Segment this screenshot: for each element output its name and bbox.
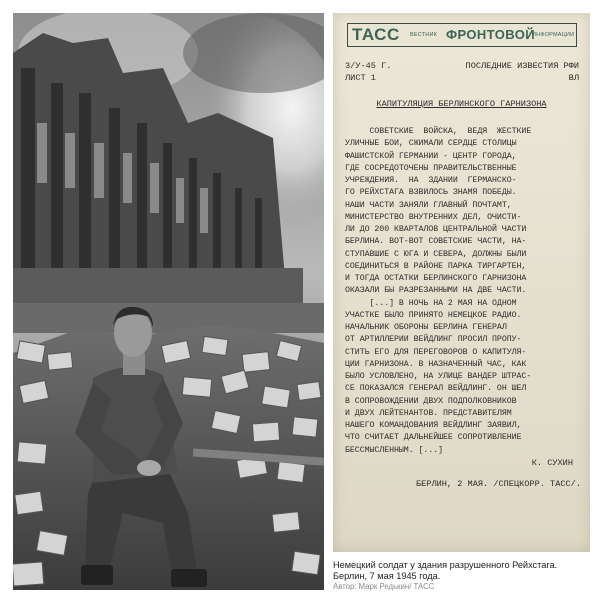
dispatch-line: СОЕДИНИТЬСЯ В РАЙОНЕ ПАРКА ТИРГАРТЕН, — [345, 261, 527, 271]
dispatch-line: ГДЕ СОСРЕДОТОЧЕНЫ ПРАВИТЕЛЬСТВЕННЫЕ — [345, 163, 517, 173]
signature: К. СУХИН — [531, 458, 573, 468]
reichstag-photo-illustration — [13, 13, 324, 590]
dispatch-line: БЕРЛИНА. ВОТ-ВОТ СОВЕТСКИЕ ЧАСТИ, НА- — [345, 237, 527, 247]
dateline: БЕРЛИН, 2 МАЯ. /СПЕЦКОРР. ТАСС/. — [415, 479, 581, 489]
dispatch-line: ОТ АРТИЛЛЕРИИ ВЕЙДЛИНГ ПРОСИЛ ПРОПУ- — [345, 335, 522, 345]
headline: КАПИТУЛЯЦИЯ БЕРЛИНСКОГО ГАРНИЗОНА — [376, 99, 547, 109]
dispatch-line: НАШЕГО КОМАНДОВАНИЯ ВЕЙДЛИНГ ЗАЯВИЛ, — [345, 421, 522, 430]
masthead-title: ФРОНТОВОЙ — [446, 27, 535, 42]
tass-masthead — [347, 23, 577, 47]
sheet-number: ЛИСТ 1 — [345, 73, 376, 83]
dispatch-line: ФАШИСТСКОЙ ГЕРМАНИИ - ЦЕНТР ГОРОДА, — [345, 151, 517, 161]
dispatch-line: МИНИСТЕРСТВО ВНУТРЕННИХ ДЕЛ, ОЧИСТИ- — [345, 212, 522, 222]
dispatch-body — [345, 126, 581, 457]
dispatch-line: ОКАЗАЛИ БЫ РАЗРЕЗАННЫМИ НА ДВЕ ЧАСТИ. — [345, 286, 527, 296]
dispatch-line: СОВЕТСКИЕ ВОЙСКА, ВЕДЯ ЖЕСТКИЕ — [345, 127, 532, 136]
masthead-small-right: ИНФОРМАЦИИ — [532, 32, 575, 38]
dispatch-line: ГО РЕЙХСТАГА ВЗВИЛОСЬ ЗНАМЯ ПОБЕДЫ. — [345, 188, 517, 198]
dispatch-line: НАЧАЛЬНИК ОБОРОНЫ БЕРЛИНА ГЕНЕРАЛ — [345, 323, 507, 332]
dispatch-line: [...] В НОЧЬ НА 2 МАЯ НА ОДНОМ — [345, 298, 517, 308]
photo-caption — [333, 560, 595, 592]
dispatch-line: УЧРЕЖДЕНИЯ. НА ЗДАНИИ ГЕРМАНСКО- — [345, 176, 517, 185]
dispatch-line: И ТОГДА ОСТАТКИ БЕРЛИНСКОГО ГАРНИЗОНА — [345, 274, 527, 283]
dispatch-line: СТУПАВШИЕ С ЮГА И СЕВЕРА, ДОЛЖНЫ БЫЛИ — [345, 249, 527, 259]
dispatch-line: И ДВУХ ЛЕЙТЕНАНТОВ. ПРЕДСТАВИТЕЛЯМ — [345, 408, 512, 418]
reichstag-photo — [13, 13, 324, 590]
operator-initials: ВЛ — [568, 73, 579, 83]
dispatch-line: УЛИЧНЫЕ БОИ, СЖИМАЛИ СЕРДЦЕ СТОЛИЦЫ — [345, 139, 517, 149]
dispatch-line: НАШИ ЧАСТИ ЗАНЯЛИ ГЛАВНЫЙ ПОЧТАМТ, — [345, 200, 512, 210]
tass-teletype-sheet — [333, 13, 590, 552]
dispatch-line: УЧАСТКЕ БЫЛО ПРИНЯТО НЕМЕЦКОЕ РАДИО. — [345, 310, 522, 320]
tass-logo: ТАСС — [352, 25, 400, 44]
dispatch-code: 3/У-45 Г. — [345, 61, 392, 71]
caption-line-1: Немецкий солдат у здания разрушенного Рейхстага. — [333, 560, 558, 570]
dispatch-line: СЕ ПОКАЗАЛСЯ ГЕНЕРАЛ ВЕЙДЛИНГ. ОН ШЕЛ — [345, 384, 527, 394]
caption-author: Автор: Марк Редькин/ ТАСС — [333, 582, 435, 591]
dispatch-line: В СОПРОВОЖДЕНИИ ДВУХ ПОДПОЛКОВНИКОВ — [345, 396, 517, 406]
dispatch-meta — [345, 60, 581, 84]
dispatch-line: ЛИ ДО 200 КВАРТАЛОВ ЦЕНТРАЛЬНОЙ ЧАСТИ — [345, 225, 527, 234]
dispatch-title: ПОСЛЕДНИЕ ИЗВЕСТИЯ РФИ — [465, 61, 579, 71]
dispatch-line: СТИТЬ ЕГО ДЛЯ ПЕРЕГОВОРОВ О КАПИТУЛЯ- — [345, 347, 527, 357]
masthead-small-left: ВЕСТНИК — [410, 32, 438, 38]
dispatch-line: БЕССМЫСЛЕННЫМ. [...] — [345, 445, 444, 455]
dispatch-line: ЧТО СЧИТАЕТ ДАЛЬНЕЙШЕЕ СОПРОТИВЛЕНИЕ — [345, 433, 522, 443]
dispatch-line: ЦИИ ГАРНИЗОНА. В НАЗНАЧЕННЫЙ ЧАС, КАК — [345, 359, 527, 369]
dispatch-line: БЫЛО УСЛОВЛЕНО, НА УЛИЦЕ ВАНДЕР ШТРАС- — [345, 372, 532, 381]
caption-line-2: Берлин, 7 мая 1945 года. — [333, 571, 441, 581]
